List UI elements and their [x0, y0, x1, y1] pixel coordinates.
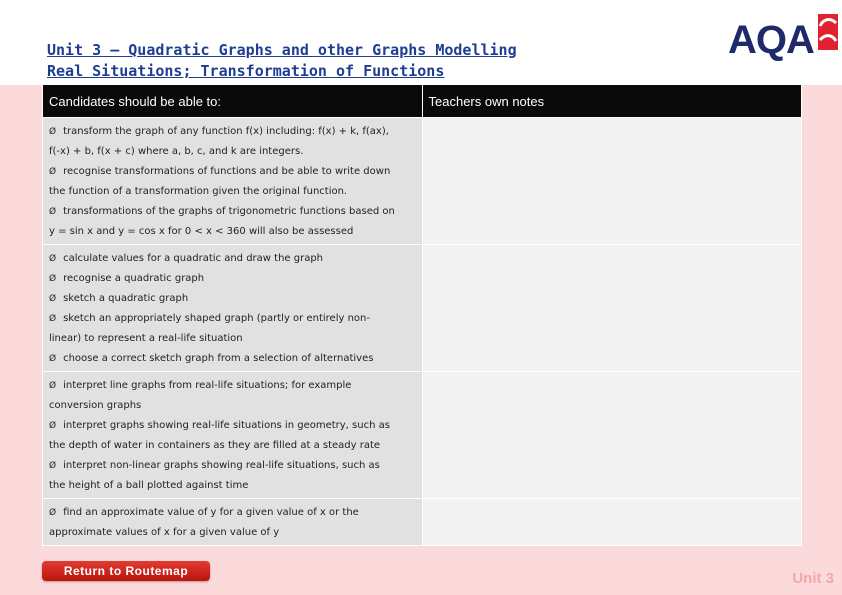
- column-header-candidates: Candidates should be able to:: [43, 85, 423, 118]
- objectives-cell: [43, 245, 423, 372]
- objective-line: linear) to represent a real-life situation: [49, 333, 243, 344]
- objective-line: Ø interpret line graphs from real-life situations; for example: [49, 380, 352, 391]
- bullet-arrow-icon: Ø: [49, 254, 57, 264]
- objectives-cell: [43, 118, 423, 245]
- objective-line: Ø recognise transformations of functions and be able to write down: [49, 166, 391, 177]
- objectives-cell: [43, 499, 423, 546]
- unit-label: Unit 3: [792, 570, 834, 587]
- objective-line: the depth of water in containers as they are filled at a steady rate: [49, 440, 381, 451]
- bullet-arrow-icon: Ø: [49, 354, 57, 364]
- objective-line: Ø interpret graphs showing real-life situations in geometry, such as: [49, 420, 390, 431]
- teacher-notes-cell[interactable]: [422, 118, 802, 245]
- teacher-notes-cell[interactable]: [422, 499, 802, 546]
- teacher-notes-cell[interactable]: [422, 245, 802, 372]
- objective-line: the function of a transformation given the original function.: [49, 186, 348, 197]
- objective-line: Ø sketch an appropriately shaped graph (partly or entirely non-: [49, 313, 370, 324]
- table-row: [43, 372, 802, 499]
- column-header-teacher-notes: Teachers own notes: [422, 85, 802, 118]
- bullet-arrow-icon: Ø: [49, 207, 57, 217]
- return-to-routemap-button[interactable]: Return to Routemap: [42, 561, 210, 581]
- bullet-arrow-icon: Ø: [49, 314, 57, 324]
- page-title: [47, 40, 517, 82]
- table-row: [43, 499, 802, 546]
- objective-line: Ø recognise a quadratic graph: [49, 273, 205, 284]
- bullet-arrow-icon: Ø: [49, 127, 57, 137]
- aqa-logo: [728, 14, 838, 62]
- objective-line: the height of a ball plotted against time: [49, 480, 249, 491]
- aqa-logo-mark-icon: [818, 14, 838, 50]
- teacher-notes-cell[interactable]: [422, 372, 802, 499]
- objective-line: f(-x) + b, f(x + c) where a, b, c, and k are integers.: [49, 146, 304, 157]
- table-header-row: [43, 85, 802, 118]
- bullet-arrow-icon: Ø: [49, 421, 57, 431]
- objective-line: Ø transform the graph of any function f(x) including: f(x) + k, f(ax),: [49, 126, 389, 137]
- objective-line: Ø interpret non-linear graphs showing real-life situations, such as: [49, 460, 380, 471]
- bullet-arrow-icon: Ø: [49, 461, 57, 471]
- bullet-arrow-icon: Ø: [49, 294, 57, 304]
- specification-table: [42, 84, 802, 546]
- bullet-arrow-icon: Ø: [49, 167, 57, 177]
- objective-line: Ø transformations of the graphs of trigonometric functions based on: [49, 206, 395, 217]
- page-title-line-1: Unit 3 – Quadratic Graphs and other Graphs Modelling: [47, 41, 517, 59]
- objective-line: approximate values of x for a given value of y: [49, 527, 280, 538]
- objectives-cell: [43, 372, 423, 499]
- objective-line: conversion graphs: [49, 400, 142, 411]
- bullet-arrow-icon: Ø: [49, 508, 57, 518]
- objective-line: y = sin x and y = cos x for 0 < x < 360 will also be assessed: [49, 226, 354, 237]
- objective-line: Ø find an approximate value of y for a given value of x or the: [49, 507, 359, 518]
- table-row: [43, 245, 802, 372]
- objective-line: Ø sketch a quadratic graph: [49, 293, 189, 304]
- aqa-logo-text: AQA: [728, 18, 814, 62]
- bullet-arrow-icon: Ø: [49, 274, 57, 284]
- page-title-line-2: Real Situations; Transformation of Functions: [47, 62, 445, 80]
- bullet-arrow-icon: Ø: [49, 381, 57, 391]
- table-row: [43, 118, 802, 245]
- objective-line: Ø calculate values for a quadratic and draw the graph: [49, 253, 324, 264]
- objective-line: Ø choose a correct sketch graph from a selection of alternatives: [49, 353, 374, 364]
